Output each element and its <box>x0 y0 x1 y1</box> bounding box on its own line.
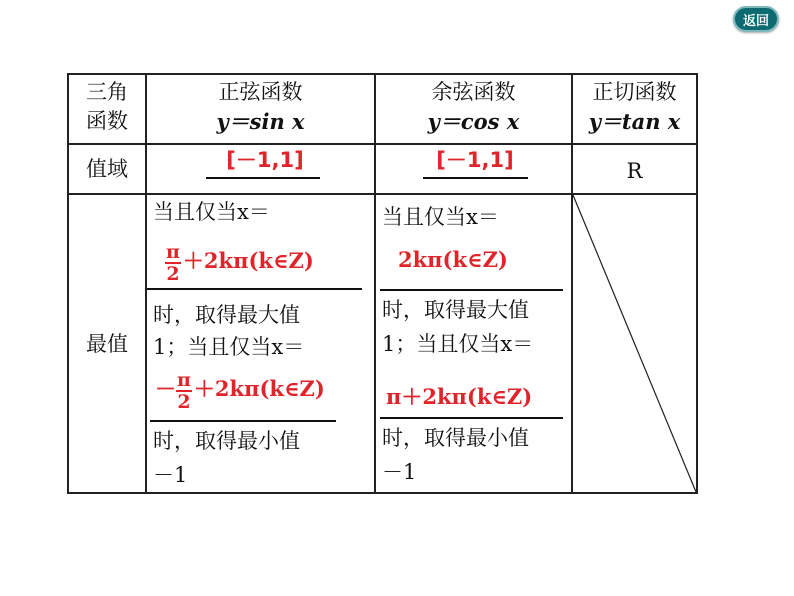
header-cos-formula: y＝cos x <box>427 109 520 134</box>
header-sin-formula: y＝sin x <box>216 109 305 134</box>
tan-not-applicable-slash <box>573 195 696 492</box>
header-sin-title: 正弦函数 <box>218 80 303 104</box>
range-sin-blank <box>206 177 320 179</box>
sin-condition-line3: 1；当且仅当x＝ <box>153 335 305 359</box>
header-cos <box>376 78 571 136</box>
col-divider-2 <box>374 73 376 494</box>
cos-max-answer: 2kπ(k∈Z) <box>398 247 508 272</box>
sin-max-fraction <box>165 242 181 284</box>
sin-max-blank <box>147 288 362 290</box>
cos-condition-line3: 1；当且仅当x＝ <box>382 332 534 356</box>
cos-max-blank <box>380 289 563 291</box>
table-border-left <box>67 73 69 494</box>
table-border-bottom <box>67 492 698 494</box>
header-tan-formula: y＝tan x <box>588 109 681 134</box>
cos-min-answer: π＋2kπ(k∈Z) <box>386 384 533 409</box>
sin-min-fraction <box>176 370 192 412</box>
range-cos-answer: [－1,1] <box>436 148 514 172</box>
sin-max-frac-den: 2 <box>166 262 180 285</box>
sin-min-frac-num: π <box>177 368 191 391</box>
table-border-right <box>696 73 698 494</box>
sin-condition-line1: 当且仅当x＝ <box>153 200 270 224</box>
range-cos-blank <box>423 177 528 179</box>
cos-min-blank <box>380 417 563 419</box>
range-label: 值域 <box>86 157 128 181</box>
back-button[interactable]: 返回 <box>733 6 779 32</box>
header-tan-title: 正切函数 <box>592 80 677 104</box>
header-sin <box>147 78 374 136</box>
header-corner-line2: 函数 <box>86 109 128 133</box>
sin-max-rest: ＋2kπ(k∈Z) <box>182 248 314 273</box>
table-border-top <box>67 73 698 75</box>
row-divider-1 <box>67 143 698 145</box>
sin-condition-line5: －1 <box>153 463 188 487</box>
header-corner <box>69 78 145 136</box>
sin-min-answer <box>155 368 325 412</box>
sin-min-frac-den: 2 <box>177 390 191 413</box>
cos-condition-line5: －1 <box>382 460 417 484</box>
sin-min-rest: ＋2kπ(k∈Z) <box>193 376 325 401</box>
header-tan <box>573 78 696 136</box>
range-sin-answer: [－1,1] <box>226 148 304 172</box>
extreme-label: 最值 <box>86 332 128 356</box>
cos-condition-line1: 当且仅当x＝ <box>382 205 499 229</box>
cos-condition-line2: 时，取得最大值 <box>382 298 529 322</box>
tan-slash-line <box>573 195 696 492</box>
sin-min-blank <box>150 420 336 422</box>
sin-max-answer <box>165 240 314 284</box>
cos-condition-line4: 时，取得最小值 <box>382 426 529 450</box>
col-divider-1 <box>145 73 147 494</box>
header-cos-title: 余弦函数 <box>431 80 516 104</box>
sin-condition-line2: 时，取得最大值 <box>153 303 300 327</box>
header-corner-line1: 三角 <box>86 80 128 104</box>
sin-max-frac-num: π <box>166 240 180 263</box>
range-tan: R <box>626 159 643 183</box>
sin-min-prefix: － <box>155 376 176 401</box>
sin-condition-line4: 时，取得最小值 <box>153 429 300 453</box>
